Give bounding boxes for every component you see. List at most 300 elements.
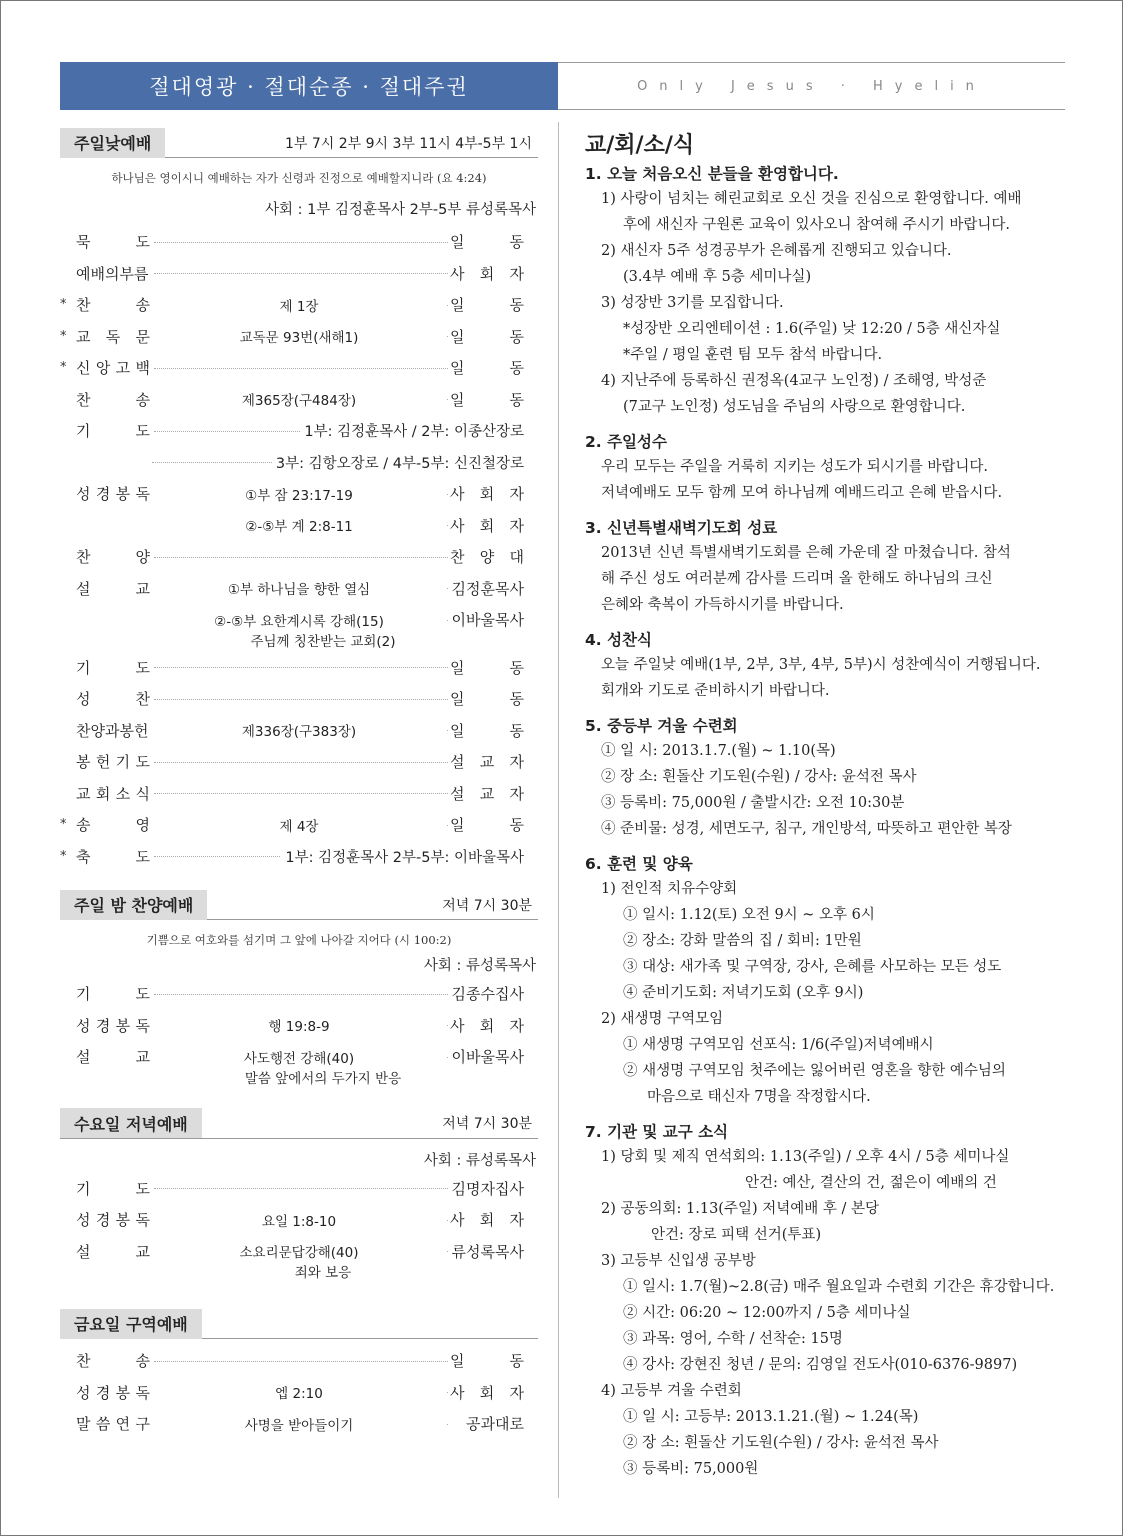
news-item-line: 안건: 장로 피택 선거(투표) [651,1227,822,1243]
section-header [60,890,538,920]
order-label [76,657,150,678]
news-item-line: 오늘 주일낮 예배(1부, 2부, 3부, 4부, 5부)시 성찬예식이 거행됩니다. [601,657,1041,673]
dotted-leader [154,242,448,243]
news-item-heading: 1. 오늘 처음오신 분들을 환영합니다. [585,165,839,183]
order-person [450,814,524,835]
label-char: 찬 [76,548,91,567]
order-label [76,783,150,804]
order-person [450,515,524,536]
motto-banner: 절대영광 · 절대순종 · 절대주권 [60,62,558,110]
order-detail-text: 엡 2:10 [271,1386,327,1402]
label-char: 자 [509,1383,524,1402]
order-row [60,1041,538,1073]
section-title: 주일 밤 찬양예배 [60,890,207,920]
news-item-line: ③ 대상: 새가족 및 구역장, 강사, 은혜를 사모하는 모든 성도 [623,959,1002,975]
order-detail-text: 행 19:8-9 [264,1019,333,1035]
label-char: 독 [135,1383,150,1402]
label-char: 일 [450,390,465,409]
news-item-heading: 2. 주일성수 [585,433,667,451]
news-item-line: 우리 모두는 주일을 거룩히 지키는 성도가 되시기를 바랍니다. [601,459,989,475]
label-char: 기 [76,422,91,441]
order-row [60,384,538,416]
sunday-service-section [60,128,538,872]
dotted-leader [154,1361,448,1362]
label-char: 찬 [450,548,465,567]
label-char: 사 [450,516,465,535]
order-detail [152,610,446,630]
label-char: 백 [135,359,150,378]
required-mark: * [60,848,67,864]
news-item-line: *성장반 오리엔테이션 : 1.6(주일) 낮 12:20 / 5층 새신자실 [623,321,1001,337]
dotted-leader [154,762,448,763]
news-item-line: ④ 준비물: 성경, 세면도구, 침구, 개인방석, 따뜻하고 편안한 복장 [601,821,1012,837]
label-char: 교 [76,327,91,346]
news-item-line: ① 일시: 1.7(월)~2.8(금) 매주 월요일과 수련회 기간은 휴강합니다. [623,1279,1055,1295]
label-char: 송 [76,816,91,835]
label-char: 경 [95,1383,111,1402]
label-char: 사 [450,485,465,504]
label-char: 회 [479,1383,495,1402]
news-item-line: 저녁예배도 모두 함께 모여 하나님께 예배드리고 은혜 받읍시다. [601,485,1003,501]
label-char: 송 [135,296,150,315]
news-item-line: ③ 등록비: 75,000원 / 출발시간: 오전 10:30분 [601,795,905,811]
order-label [76,420,150,441]
label-char: 동 [509,658,524,677]
order-detail [152,1241,446,1261]
label-char: 설 [76,579,91,598]
label-char: 기 [115,753,131,772]
order-label [76,1382,150,1403]
order-person [450,389,524,410]
news-title: 교/회/소/식 [585,133,695,158]
order-row [60,683,538,715]
order-person [450,546,524,567]
friday-section [60,1309,538,1440]
order-detail-text: 제 4장 [276,819,323,835]
label-char: 양 [135,548,150,567]
order-row [60,478,538,510]
label-char: 봉 [115,1016,131,1035]
order-detail [152,1015,446,1035]
order-person [450,751,524,772]
dotted-leader [154,667,448,668]
label-char: 교 [135,579,150,598]
label-char: 동 [509,1352,524,1371]
church-news-column [585,128,1067,1482]
label-char: 동 [509,690,524,709]
order-label [76,688,150,709]
label-char: 동 [509,233,524,252]
order-person: 류성록목사 [448,1241,524,1262]
label-char: 동 [509,359,524,378]
news-item-heading: 4. 성찬식 [585,631,652,649]
news-item-line: 은혜와 축복이 가득하시기를 바랍니다. [601,597,844,613]
label-char: 찬 [76,296,91,315]
news-list [585,162,1067,1482]
label-char: 일 [450,233,465,252]
order-detail-text: 사명을 받아들이기 [241,1418,358,1434]
label-char: 성 [76,1016,91,1035]
presider: 사회 : 류성록목사 [423,958,536,974]
order-label [76,389,150,410]
label-char: 일 [450,1352,465,1371]
order-list [60,1345,538,1440]
sunday-evening-section [60,890,538,1087]
order-person [450,688,524,709]
order-label: 예배의부름 [76,264,149,283]
label-char: 자 [509,1211,524,1230]
label-char: 영 [135,816,150,835]
news-item-line: 안건: 예산, 결산의 건, 젊은이 예배의 건 [745,1175,997,1191]
dotted-leader [154,557,448,558]
news-item-line: ② 장 소: 흰돌산 기도원(수원) / 강사: 윤석전 목사 [601,769,917,785]
order-detail-text: 제336장(구383장) [238,724,360,740]
news-item-line: ② 시간: 06:20 ~ 12:00까지 / 5층 세미나실 [623,1305,911,1321]
order-detail-text: 사도행전 강해(40) [240,1051,358,1067]
order-row [60,1204,538,1236]
label-char: 봉 [115,1211,131,1230]
news-item-line: ② 장소: 강화 말씀의 집 / 회비: 1만원 [623,933,862,949]
news-item-line: 해 주신 성도 여러분께 감사를 드리며 올 한해도 하나님의 크신 [601,571,993,587]
label-char: 성 [76,1211,91,1230]
label-char: 자 [509,264,524,283]
order-row [60,258,538,290]
order-detail [152,1047,446,1067]
label-char: 일 [450,658,465,677]
label-char: 묵 [76,233,91,252]
label-char: 성 [76,690,91,709]
label-char: 말 [76,1415,91,1434]
label-char: 교 [135,1048,150,1067]
dotted-leader [154,699,448,700]
order-row [60,352,538,384]
news-item-heading: 6. 훈련 및 양육 [585,855,693,873]
label-char: 구 [135,1415,150,1434]
label-char: 자 [509,1016,524,1035]
required-mark: * [60,328,67,344]
label-char: 도 [135,658,150,677]
news-item-line: *주일 / 평일 훈련 팀 모두 참석 바랍니다. [623,347,883,363]
news-item-line: ① 일시: 1.12(토) 오전 9시 ~ 오후 6시 [623,907,875,923]
news-item-line: 2) 공동의회: 1.13(주일) 저녁예배 후 / 본당 [601,1201,879,1217]
order-leader-names: 1부: 김정훈목사 2부-5부: 이바울목사 [281,846,524,867]
tagline: Only Jesus · Hyelin [558,62,1065,110]
dotted-leader [154,368,448,369]
label-char: 설 [450,753,465,772]
label-char: 사 [450,1016,465,1035]
order-row [60,573,538,605]
order-label [76,357,150,378]
label-char: 도 [135,422,150,441]
order-subtitle: 죄와 보응 [294,1265,352,1281]
news-item-line: ① 일 시: 2013.1.7.(월) ~ 1.10(목) [601,743,836,759]
section-title: 수요일 저녁예배 [60,1108,202,1138]
order-person [450,1382,524,1403]
news-item-line: (7교구 노인정) 성도님을 주님의 사랑으로 환영합니다. [623,399,966,415]
order-detail [152,578,446,598]
news-item-line: 2013년 신년 특별새벽기도회를 은혜 가운데 잘 마쳤습니다. 참석 [601,545,1011,561]
label-char: 찬 [76,390,91,409]
label-char: 일 [450,359,465,378]
news-item-line: 1) 당회 및 제직 연석회의: 1.13(주일) / 오후 4시 / 5층 세미나실 [601,1149,1010,1165]
label-char: 경 [95,1016,111,1035]
news-item-line: 3) 고등부 신입생 공부방 [601,1253,756,1269]
news-item-line: ② 새생명 구역모임 첫주에는 잃어버린 영혼을 향한 예수님의 [623,1063,1006,1079]
order-list [60,226,538,872]
order-label [76,546,150,567]
order-detail [152,326,446,346]
label-char: 씀 [95,1415,111,1434]
label-char: 경 [95,1211,111,1230]
label-char: 봉 [76,753,91,772]
section-time: 저녁 7시 30분 [442,1116,532,1132]
order-person [450,357,524,378]
order-person [450,720,524,741]
order-person: 김명자집사 [448,1178,524,1199]
label-char: 도 [135,847,150,866]
label-char: 찬 [135,690,150,709]
wednesday-section [60,1109,538,1282]
column-divider [558,122,559,1498]
news-item-line: ③ 등록비: 75,000원 [623,1461,759,1477]
label-char: 기 [76,658,91,677]
label-char: 축 [76,847,91,866]
label-char: 자 [509,485,524,504]
section-header [60,1309,538,1339]
label-char: 동 [509,296,524,315]
order-person [450,326,524,347]
news-item-heading: 7. 기관 및 교구 소식 [585,1123,729,1141]
label-char: 봉 [115,485,131,504]
order-label: 찬양과봉헌 [76,721,149,740]
label-char: 독 [135,1211,150,1230]
order-detail [152,815,446,835]
order-row [60,1377,538,1409]
order-detail-text: ①부 잠 23:17-19 [241,488,357,504]
label-char: 대 [509,548,524,567]
order-label [76,1241,150,1262]
label-char: 연 [115,1415,131,1434]
order-label [76,1046,150,1067]
order-person [450,1015,524,1036]
label-char: 기 [76,1179,91,1198]
label-char: 헌 [95,753,111,772]
news-item-line: ④ 강사: 강현진 청년 / 문의: 김영일 전도사(010-6376-9897) [623,1357,1018,1373]
news-item-heading: 5. 중등부 겨울 수련회 [585,717,738,735]
order-label [76,814,150,835]
label-char: 일 [450,816,465,835]
news-item-line: 1) 사랑이 넘치는 혜린교회로 오신 것을 진심으로 환영합니다. 예배 [601,191,1022,207]
order-label [76,1178,150,1199]
order-person [450,783,524,804]
order-person: 이바울목사 [448,609,524,630]
label-char: 고 [115,359,131,378]
order-row [60,715,538,747]
order-detail [152,515,446,535]
news-item-line: 4) 지난주에 등록하신 권정옥(4교구 노인정) / 조해영, 박성준 [601,373,987,389]
label-char: 문 [135,327,150,346]
order-row [60,226,538,258]
order-row [60,978,538,1010]
news-item-line: 후에 새신자 구원론 교육이 있사오니 참여해 주시기 바랍니다. [623,217,1011,233]
order-person: 김종수집사 [448,983,524,1004]
order-label [76,294,150,315]
news-item-line: ② 장 소: 흰돌산 기도원(수원) / 강사: 윤석전 목사 [623,1435,939,1451]
order-subtitle: 말씀 앞에서의 두가지 반응 [244,1070,402,1087]
dotted-leader [154,793,448,794]
order-row [60,321,538,353]
label-char: 송 [135,390,150,409]
order-detail-text: ②-⑤부 요한계시록 강해(15) [210,614,388,630]
label-char: 일 [450,690,465,709]
presider: 사회 : 류성록목사 [423,1152,536,1169]
section-time: 1부 7시 2부 9시 3부 11시 4부-5부 1시 [285,135,532,152]
label-char: 기 [76,985,91,1004]
label-char: 자 [509,784,524,803]
label-char: 사 [450,264,465,283]
news-item-line: 2) 새생명 구역모임 [601,1011,724,1027]
order-label [76,983,150,1004]
label-char: 교 [479,784,495,803]
order-row [60,447,538,479]
order-row [60,1236,538,1268]
order-label [76,578,150,599]
news-item-line: ③ 과목: 영어, 수학 / 선착순: 15명 [623,1331,843,1347]
order-label [76,1209,150,1230]
dotted-leader [154,273,448,274]
section-time: 저녁 7시 30분 [442,897,532,914]
order-leader-names: 3부: 김항오장로 / 4부-5부: 신진철장로 [272,452,524,473]
required-mark: * [60,360,67,376]
label-char: 사 [450,1383,465,1402]
label-char: 일 [450,327,465,346]
dotted-leader [154,1188,448,1189]
news-item-line: ④ 준비기도회: 저녁기도회 (오후 9시) [623,985,864,1001]
order-row [60,1345,538,1377]
order-detail [152,295,446,315]
label-char: 교 [76,784,91,803]
label-char: 봉 [115,1383,131,1402]
label-char: 도 [135,1179,150,1198]
order-row [60,289,538,321]
order-row [60,746,538,778]
order-row [60,510,538,542]
order-detail-text: 교독문 93번(새해1) [236,330,363,346]
label-char: 동 [509,327,524,346]
label-char: 성 [76,485,91,504]
label-char: 신 [76,359,91,378]
order-detail [152,1382,446,1402]
order-person: 공과대로 [462,1413,524,1434]
order-row [60,778,538,810]
label-char: 교 [135,1242,150,1261]
news-item-line: 1) 전인적 치유수양회 [601,881,738,897]
label-char: 일 [450,296,465,315]
label-char: 동 [509,390,524,409]
order-row [60,604,538,636]
scripture-verse: 하나님은 영이시니 예배하는 자가 신령과 진정으로 예배할지니라 (요 4:24) [111,171,487,185]
order-detail [152,484,446,504]
order-label [76,483,150,504]
news-item-line: 회개와 기도로 준비하시기 바랍니다. [601,683,830,699]
label-char: 찬 [76,1352,91,1371]
order-subtitle: 주님께 칭찬받는 교회(2) [250,633,396,650]
order-row [60,1010,538,1042]
presider: 사회 : 1부 김정훈목사 2부-5부 류성록목사 [265,202,536,218]
label-char: 독 [135,1016,150,1035]
order-row [60,652,538,684]
label-char: 회 [479,485,495,504]
order-person [450,483,524,504]
order-person [450,294,524,315]
order-label [76,231,150,252]
order-detail [152,1414,446,1434]
label-char: 앙 [95,359,111,378]
label-char: 송 [135,1352,150,1371]
label-char: 자 [509,753,524,772]
label-char: 회 [95,784,111,803]
order-detail-text: 제365장(구484장) [238,393,360,409]
order-label [76,326,150,347]
bulletin-header [60,62,1065,110]
order-detail-text: 요일 1:8-10 [258,1214,340,1230]
label-char: 성 [76,1383,91,1402]
news-item-heading: 3. 신년특별새벽기도회 성료 [585,519,778,537]
label-char: 양 [479,548,495,567]
label-char: 독 [105,327,121,346]
order-person: 이바울목사 [448,1046,524,1067]
label-char: 교 [479,753,495,772]
news-item-line: 3) 성장반 3기를 모집합니다. [601,295,784,311]
order-row [60,541,538,573]
order-detail [152,720,446,740]
order-label [76,751,150,772]
order-detail-text: ①부 하나님을 향한 열심 [224,582,374,598]
order-row [60,1173,538,1205]
label-char: 회 [479,516,495,535]
order-detail-text: 제 1장 [276,299,323,315]
order-detail [152,1210,446,1230]
label-char: 회 [479,1211,495,1230]
order-person: 김정훈목사 [448,578,524,599]
label-char: 자 [509,516,524,535]
label-char: 설 [76,1048,91,1067]
order-label [76,1413,150,1434]
order-row [60,809,538,841]
label-char: 사 [450,1211,465,1230]
label-char: 식 [135,784,150,803]
order-label [76,1350,150,1371]
news-item-line: 2) 새신자 5주 성경공부가 은혜롭게 진행되고 있습니다. [601,243,952,259]
label-char: 경 [95,485,111,504]
label-char: 독 [135,485,150,504]
order-row [60,1408,538,1440]
label-char: 도 [135,753,150,772]
order-list [60,978,538,1087]
order-label [76,846,150,867]
section-title: 금요일 구역예배 [60,1309,202,1339]
order-person [450,1209,524,1230]
order-list [60,1173,538,1282]
section-header [60,1109,538,1139]
required-mark: * [60,297,67,313]
order-detail [152,389,446,409]
label-char: 동 [509,816,524,835]
section-header [60,128,538,158]
order-row [60,415,538,447]
order-leader-names: 1부: 김정훈목사 / 2부: 이종산장로 [300,420,524,441]
news-item-line: ① 새생명 구역모임 선포식: 1/6(주일)저녁예배시 [623,1037,934,1053]
